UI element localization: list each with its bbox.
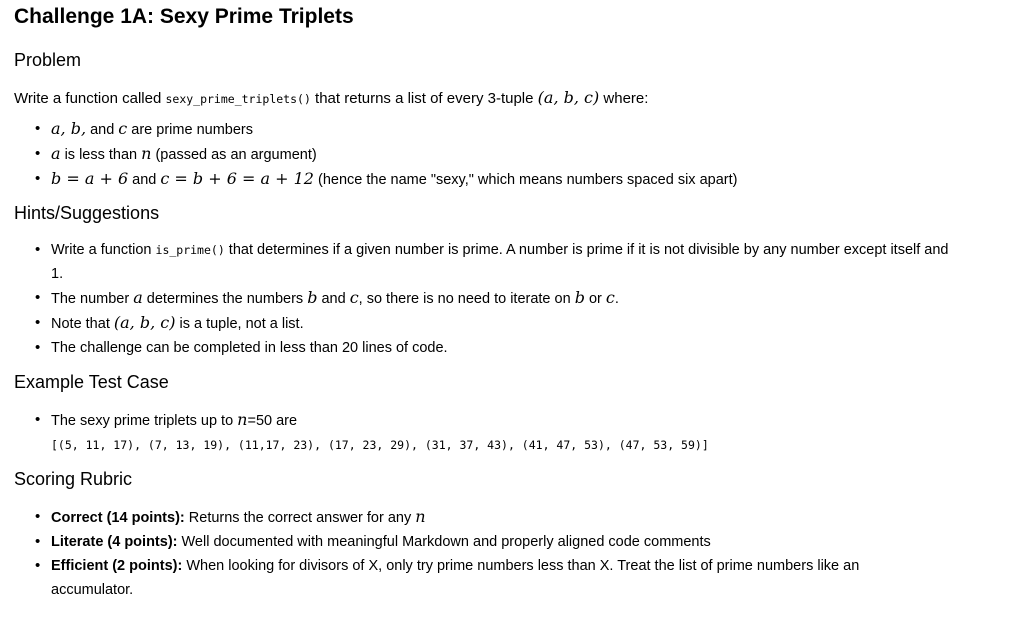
intro-text-mid: that returns a list of every 3-tuple xyxy=(310,90,538,107)
problem-conditions-list xyxy=(14,117,737,192)
rubric-literate-label: Literate (4 points): xyxy=(51,534,178,550)
math-a-b: a, b, xyxy=(51,119,87,138)
problem-intro xyxy=(14,86,648,111)
list-item xyxy=(14,554,911,602)
hint2-text-start: The number xyxy=(51,291,134,307)
problem-heading: Problem xyxy=(14,50,82,70)
example-text-start: The sexy prime triplets up to xyxy=(51,413,238,429)
math-c: c xyxy=(349,288,359,307)
rubric-efficient-label: Efficient (2 points): xyxy=(51,558,183,574)
math-c: c xyxy=(118,119,128,138)
example-text-end: =50 are xyxy=(247,413,298,429)
rubric-efficient-text: When looking for divisors of X, only try prime numbers less than X. Treat the list of prime numbers like an accumulator. xyxy=(51,558,860,598)
math-a: a xyxy=(51,144,61,163)
list-item xyxy=(14,505,911,530)
list-item xyxy=(14,142,737,167)
math-c: c xyxy=(605,288,615,307)
rubric-correct-text: Returns the correct answer for any xyxy=(184,510,416,526)
rubric-heading: Scoring Rubric xyxy=(14,469,133,489)
list-item xyxy=(14,408,709,433)
list-item xyxy=(14,238,951,286)
tuple-math: (a, b, c) xyxy=(113,313,176,332)
example-heading: Example Test Case xyxy=(14,372,169,392)
hint1-text-end: that determines if a given number is prime. A number is prime if it is not divisible by any number except itself and 1. xyxy=(51,242,949,282)
hint1-text-start: Write a function xyxy=(51,242,156,258)
rubric-list xyxy=(14,505,911,602)
page-title: Challenge 1A: Sexy Prime Triplets xyxy=(14,5,354,28)
list-item xyxy=(14,336,951,360)
hint2-text-mid2: , so there is no need to iterate on xyxy=(358,291,575,307)
math-n: n xyxy=(237,410,248,429)
example-list xyxy=(14,408,709,457)
math-b: b xyxy=(307,288,318,307)
text-period: . xyxy=(614,291,619,307)
hint2-text-mid: determines the numbers xyxy=(142,291,308,307)
math-c-eq: c = b + 6 = a + 12 xyxy=(160,169,314,188)
hint3-text-end: is a tuple, not a list. xyxy=(175,316,304,332)
text-and: and xyxy=(128,172,161,188)
math-b: b xyxy=(574,288,585,307)
hints-list xyxy=(14,238,951,360)
list-item xyxy=(14,167,737,192)
text-sexy-explanation: (hence the name "sexy," which means numbers spaced six apart) xyxy=(313,172,738,188)
is-prime-code: is_prime() xyxy=(155,243,225,257)
hint3-text-start: Note that xyxy=(51,316,114,332)
list-item xyxy=(14,311,951,336)
math-a: a xyxy=(133,288,143,307)
intro-text-start: Write a function called xyxy=(14,90,166,107)
hints-heading: Hints/Suggestions xyxy=(14,203,160,223)
example-code-line xyxy=(14,433,709,457)
text-argument: (passed as an argument) xyxy=(151,147,317,163)
list-item xyxy=(14,530,911,554)
text-and: and xyxy=(317,291,350,307)
text-or: or xyxy=(584,291,606,307)
list-item xyxy=(14,286,951,311)
text-less-than: is less than xyxy=(60,147,142,163)
math-n: n xyxy=(141,144,152,163)
math-n: n xyxy=(415,507,426,526)
list-item xyxy=(14,117,737,142)
rubric-literate-text: Well documented with meaningful Markdown and properly aligned code comments xyxy=(177,534,711,550)
function-name-code: sexy_prime_triplets() xyxy=(165,92,311,106)
text-prime: are prime numbers xyxy=(127,122,253,138)
rubric-correct-label: Correct (14 points): xyxy=(51,510,185,526)
hint4-text: The challenge can be completed in less than 20 lines of code. xyxy=(51,340,448,356)
tuple-math: (a, b, c) xyxy=(537,88,600,107)
math-b-eq: b = a + 6 xyxy=(51,169,129,188)
text-and: and xyxy=(86,122,119,138)
example-output-code: [(5, 11, 17), (7, 13, 19), (11,17, 23), (17, 23, 29), (31, 37, 43), (41, 47, 53), (47, 53, 59)] xyxy=(51,438,709,452)
intro-text-end: where: xyxy=(599,90,649,107)
